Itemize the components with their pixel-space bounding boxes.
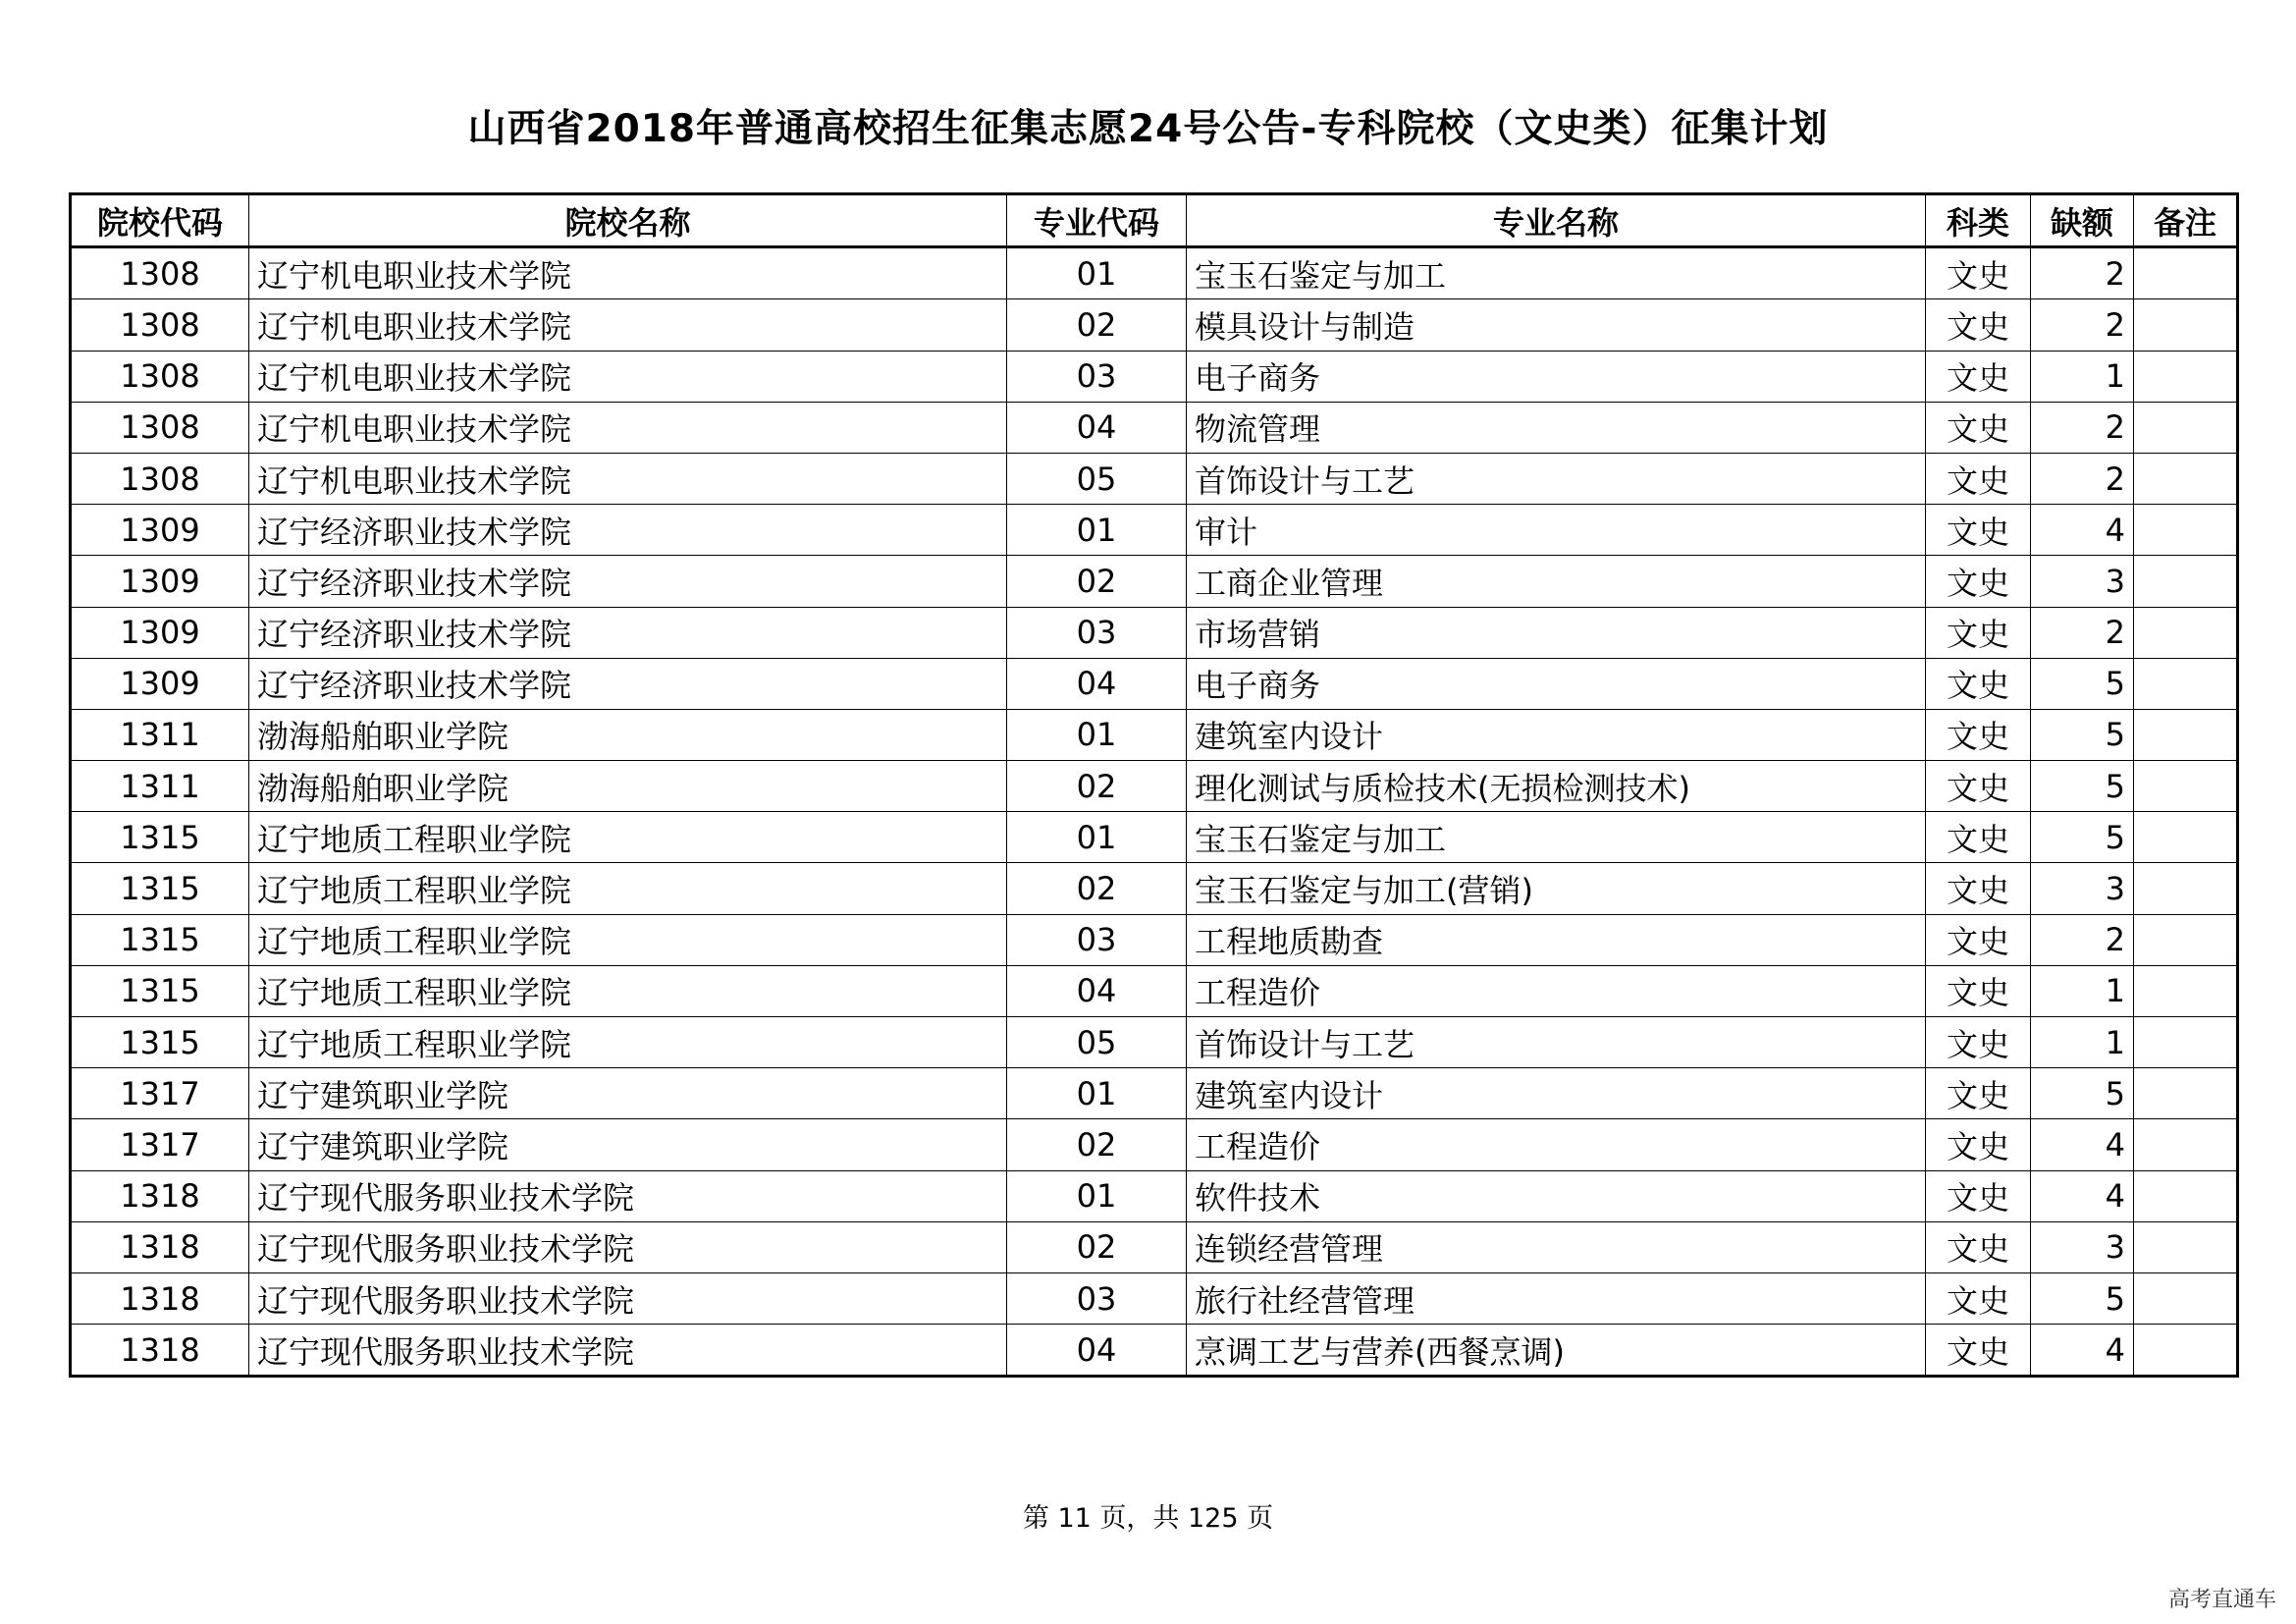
cell-vacancy: 1 <box>2031 1017 2134 1068</box>
table-row <box>71 556 2238 607</box>
cell-school-code: 1309 <box>71 556 249 607</box>
enrollment-table <box>69 192 2239 1378</box>
cell-major-code: 01 <box>1007 1068 1187 1119</box>
cell-note <box>2134 1221 2238 1272</box>
watermark-text: 高考直通车 <box>2167 1588 2276 1612</box>
cell-note <box>2134 1272 2238 1324</box>
cell-school-code: 1311 <box>71 709 249 760</box>
cell-school-name: 辽宁机电职业技术学院 <box>249 351 1007 402</box>
table-row <box>71 1272 2238 1324</box>
cell-major-code: 01 <box>1007 247 1187 299</box>
cell-category: 文史 <box>1926 1017 2031 1068</box>
cell-vacancy: 3 <box>2031 1221 2134 1272</box>
cell-major-name: 宝玉石鉴定与加工(营销) <box>1187 863 1926 914</box>
cell-major-name: 工程造价 <box>1187 1119 1926 1170</box>
cell-category: 文史 <box>1926 351 2031 402</box>
cell-vacancy: 5 <box>2031 658 2134 709</box>
cell-major-name: 烹调工艺与营养(西餐烹调) <box>1187 1325 1926 1377</box>
cell-note <box>2134 299 2238 351</box>
cell-school-code: 1315 <box>71 812 249 863</box>
cell-note <box>2134 505 2238 556</box>
cell-major-name: 工程造价 <box>1187 965 1926 1016</box>
cell-major-code: 03 <box>1007 351 1187 402</box>
cell-note <box>2134 1325 2238 1377</box>
page-title: 山西省2018年普通高校招生征集志愿24号公告-专科院校（文史类）征集计划 <box>467 107 1829 151</box>
cell-school-code: 1315 <box>71 1017 249 1068</box>
cell-vacancy: 2 <box>2031 453 2134 504</box>
cell-vacancy: 3 <box>2031 556 2134 607</box>
cell-note <box>2134 247 2238 299</box>
cell-school-name: 辽宁机电职业技术学院 <box>249 247 1007 299</box>
table-row <box>71 1017 2238 1068</box>
cell-vacancy: 2 <box>2031 247 2134 299</box>
cell-school-name: 渤海船舶职业学院 <box>249 709 1007 760</box>
table-row <box>71 299 2238 351</box>
header-major-name: 专业名称 <box>1187 194 1926 247</box>
cell-major-name: 建筑室内设计 <box>1187 1068 1926 1119</box>
cell-major-name: 建筑室内设计 <box>1187 709 1926 760</box>
table-row <box>71 1119 2238 1170</box>
cell-category: 文史 <box>1926 505 2031 556</box>
cell-note <box>2134 965 2238 1016</box>
cell-school-name: 辽宁经济职业技术学院 <box>249 658 1007 709</box>
cell-note <box>2134 761 2238 812</box>
cell-category: 文史 <box>1926 812 2031 863</box>
cell-major-name: 旅行社经营管理 <box>1187 1272 1926 1324</box>
cell-major-name: 工商企业管理 <box>1187 556 1926 607</box>
cell-school-name: 辽宁机电职业技术学院 <box>249 453 1007 504</box>
cell-school-code: 1317 <box>71 1068 249 1119</box>
cell-major-name: 电子商务 <box>1187 351 1926 402</box>
cell-vacancy: 4 <box>2031 505 2134 556</box>
header-category: 科类 <box>1926 194 2031 247</box>
table-row <box>71 914 2238 965</box>
cell-school-name: 辽宁地质工程职业学院 <box>249 914 1007 965</box>
cell-category: 文史 <box>1926 965 2031 1016</box>
cell-school-name: 辽宁建筑职业学院 <box>249 1068 1007 1119</box>
cell-category: 文史 <box>1926 1068 2031 1119</box>
cell-school-code: 1308 <box>71 247 249 299</box>
header-school-name: 院校名称 <box>249 194 1007 247</box>
cell-school-name: 辽宁建筑职业学院 <box>249 1119 1007 1170</box>
cell-note <box>2134 453 2238 504</box>
cell-major-name: 物流管理 <box>1187 402 1926 453</box>
cell-category: 文史 <box>1926 556 2031 607</box>
cell-school-name: 辽宁现代服务职业技术学院 <box>249 1272 1007 1324</box>
table-row <box>71 1221 2238 1272</box>
cell-major-name: 工程地质勘查 <box>1187 914 1926 965</box>
cell-school-code: 1309 <box>71 658 249 709</box>
cell-category: 文史 <box>1926 914 2031 965</box>
cell-note <box>2134 1170 2238 1221</box>
table-row <box>71 402 2238 453</box>
header-note: 备注 <box>2134 194 2238 247</box>
cell-school-name: 辽宁经济职业技术学院 <box>249 505 1007 556</box>
cell-category: 文史 <box>1926 1221 2031 1272</box>
cell-school-name: 辽宁地质工程职业学院 <box>249 863 1007 914</box>
cell-school-name: 辽宁地质工程职业学院 <box>249 1017 1007 1068</box>
table-row <box>71 863 2238 914</box>
cell-school-name: 渤海船舶职业学院 <box>249 761 1007 812</box>
cell-major-name: 电子商务 <box>1187 658 1926 709</box>
cell-major-code: 02 <box>1007 863 1187 914</box>
table-row <box>71 1325 2238 1377</box>
table-row <box>71 658 2238 709</box>
cell-major-code: 02 <box>1007 1119 1187 1170</box>
cell-category: 文史 <box>1926 1119 2031 1170</box>
cell-school-code: 1315 <box>71 863 249 914</box>
table-row <box>71 351 2238 402</box>
cell-note <box>2134 1017 2238 1068</box>
cell-school-code: 1315 <box>71 914 249 965</box>
cell-major-name: 模具设计与制造 <box>1187 299 1926 351</box>
cell-major-name: 审计 <box>1187 505 1926 556</box>
cell-category: 文史 <box>1926 247 2031 299</box>
cell-major-code: 01 <box>1007 1170 1187 1221</box>
cell-school-code: 1315 <box>71 965 249 1016</box>
cell-note <box>2134 607 2238 658</box>
cell-category: 文史 <box>1926 1325 2031 1377</box>
cell-category: 文史 <box>1926 607 2031 658</box>
cell-school-name: 辽宁现代服务职业技术学院 <box>249 1325 1007 1377</box>
table-row <box>71 453 2238 504</box>
cell-vacancy: 3 <box>2031 863 2134 914</box>
cell-vacancy: 1 <box>2031 351 2134 402</box>
cell-major-code: 02 <box>1007 1221 1187 1272</box>
cell-school-code: 1309 <box>71 607 249 658</box>
cell-school-code: 1317 <box>71 1119 249 1170</box>
cell-major-name: 软件技术 <box>1187 1170 1926 1221</box>
cell-major-code: 04 <box>1007 402 1187 453</box>
cell-major-name: 理化测试与质检技术(无损检测技术) <box>1187 761 1926 812</box>
cell-category: 文史 <box>1926 453 2031 504</box>
header-vacancy: 缺额 <box>2031 194 2134 247</box>
cell-major-code: 01 <box>1007 709 1187 760</box>
cell-note <box>2134 1068 2238 1119</box>
cell-vacancy: 4 <box>2031 1170 2134 1221</box>
header-major-code: 专业代码 <box>1007 194 1187 247</box>
cell-school-code: 1318 <box>71 1325 249 1377</box>
cell-vacancy: 5 <box>2031 1068 2134 1119</box>
cell-school-name: 辽宁经济职业技术学院 <box>249 607 1007 658</box>
table-row <box>71 812 2238 863</box>
table-row <box>71 709 2238 760</box>
cell-school-name: 辽宁地质工程职业学院 <box>249 812 1007 863</box>
cell-category: 文史 <box>1926 1272 2031 1324</box>
cell-major-code: 04 <box>1007 1325 1187 1377</box>
cell-vacancy: 2 <box>2031 299 2134 351</box>
cell-major-name: 连锁经营管理 <box>1187 1221 1926 1272</box>
cell-note <box>2134 863 2238 914</box>
cell-major-code: 01 <box>1007 505 1187 556</box>
cell-major-name: 市场营销 <box>1187 607 1926 658</box>
cell-school-name: 辽宁现代服务职业技术学院 <box>249 1221 1007 1272</box>
cell-major-code: 05 <box>1007 1017 1187 1068</box>
table-row <box>71 965 2238 1016</box>
cell-category: 文史 <box>1926 761 2031 812</box>
cell-vacancy: 4 <box>2031 1325 2134 1377</box>
cell-category: 文史 <box>1926 709 2031 760</box>
cell-school-code: 1308 <box>71 453 249 504</box>
cell-category: 文史 <box>1926 1170 2031 1221</box>
cell-vacancy: 4 <box>2031 1119 2134 1170</box>
cell-vacancy: 2 <box>2031 607 2134 658</box>
cell-major-code: 02 <box>1007 556 1187 607</box>
cell-major-name: 宝玉石鉴定与加工 <box>1187 812 1926 863</box>
table-row <box>71 1068 2238 1119</box>
cell-category: 文史 <box>1926 658 2031 709</box>
cell-major-code: 02 <box>1007 299 1187 351</box>
cell-note <box>2134 1119 2238 1170</box>
cell-major-name: 首饰设计与工艺 <box>1187 1017 1926 1068</box>
header-school-code: 院校代码 <box>71 194 249 247</box>
cell-school-name: 辽宁机电职业技术学院 <box>249 402 1007 453</box>
table-header-row <box>71 194 2238 247</box>
cell-note <box>2134 402 2238 453</box>
cell-vacancy: 5 <box>2031 1272 2134 1324</box>
cell-major-code: 05 <box>1007 453 1187 504</box>
cell-school-name: 辽宁现代服务职业技术学院 <box>249 1170 1007 1221</box>
cell-school-code: 1318 <box>71 1170 249 1221</box>
cell-vacancy: 1 <box>2031 965 2134 1016</box>
cell-major-code: 03 <box>1007 914 1187 965</box>
cell-vacancy: 2 <box>2031 914 2134 965</box>
cell-school-name: 辽宁机电职业技术学院 <box>249 299 1007 351</box>
cell-major-code: 03 <box>1007 1272 1187 1324</box>
cell-major-code: 02 <box>1007 761 1187 812</box>
cell-note <box>2134 658 2238 709</box>
table-row <box>71 247 2238 299</box>
cell-school-code: 1308 <box>71 299 249 351</box>
table-row <box>71 607 2238 658</box>
cell-school-code: 1308 <box>71 402 249 453</box>
cell-note <box>2134 709 2238 760</box>
cell-major-code: 04 <box>1007 965 1187 1016</box>
cell-school-name: 辽宁地质工程职业学院 <box>249 965 1007 1016</box>
cell-category: 文史 <box>1926 863 2031 914</box>
cell-school-code: 1311 <box>71 761 249 812</box>
cell-major-code: 04 <box>1007 658 1187 709</box>
cell-school-code: 1309 <box>71 505 249 556</box>
cell-note <box>2134 914 2238 965</box>
cell-vacancy: 5 <box>2031 761 2134 812</box>
cell-major-name: 首饰设计与工艺 <box>1187 453 1926 504</box>
cell-note <box>2134 351 2238 402</box>
cell-note <box>2134 812 2238 863</box>
cell-note <box>2134 556 2238 607</box>
cell-school-code: 1318 <box>71 1221 249 1272</box>
table-row <box>71 761 2238 812</box>
cell-school-code: 1308 <box>71 351 249 402</box>
cell-vacancy: 5 <box>2031 709 2134 760</box>
cell-major-name: 宝玉石鉴定与加工 <box>1187 247 1926 299</box>
cell-school-code: 1318 <box>71 1272 249 1324</box>
table-row <box>71 505 2238 556</box>
cell-major-code: 01 <box>1007 812 1187 863</box>
page-footer: 第 11 页，共 125 页 <box>1022 1503 1274 1534</box>
cell-vacancy: 2 <box>2031 402 2134 453</box>
cell-vacancy: 5 <box>2031 812 2134 863</box>
cell-category: 文史 <box>1926 299 2031 351</box>
cell-major-code: 03 <box>1007 607 1187 658</box>
cell-school-name: 辽宁经济职业技术学院 <box>249 556 1007 607</box>
table-row <box>71 1170 2238 1221</box>
cell-category: 文史 <box>1926 402 2031 453</box>
